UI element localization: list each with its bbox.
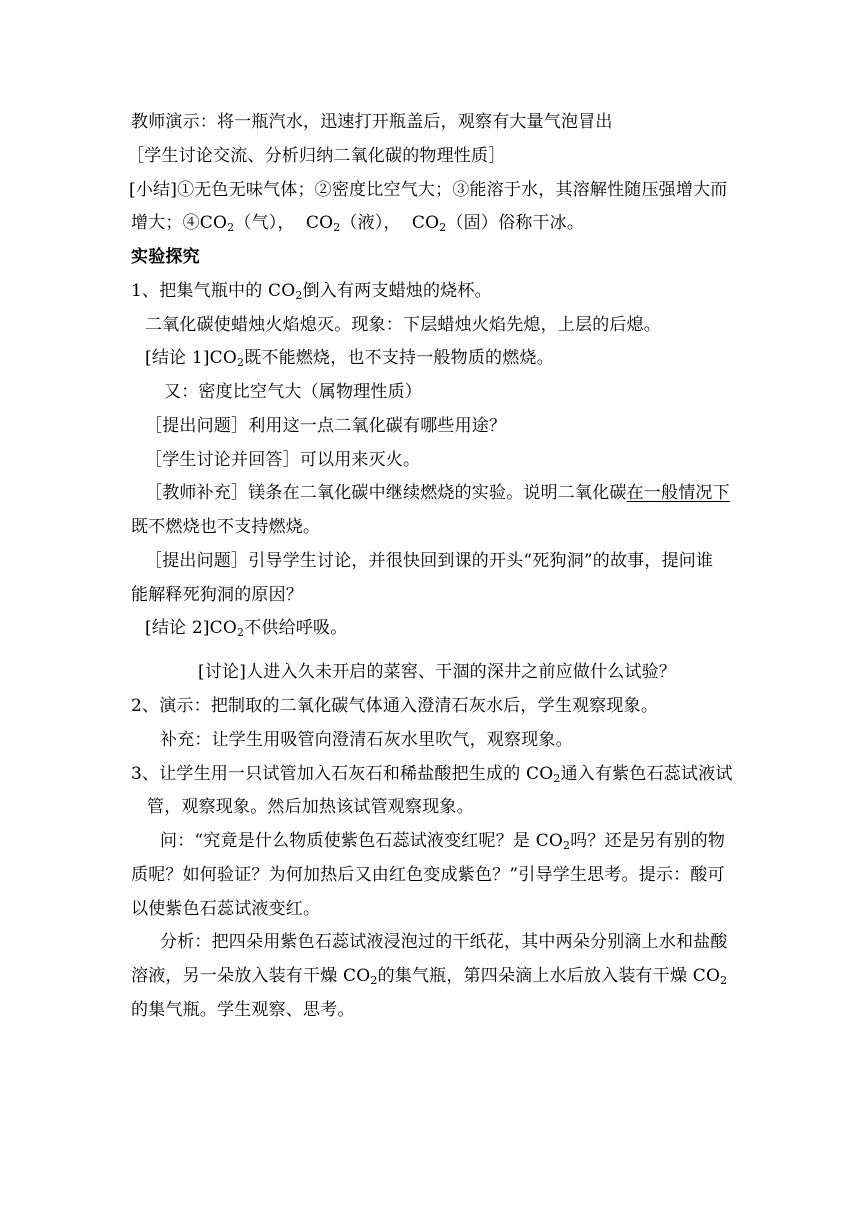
question-dead-dog-cave-2: 能解释死狗洞的原因？: [131, 585, 303, 605]
question-line-2: 质呢？如何验证？为何加热后又由红色变成紫色？”引导学生思考。提示：酸可: [131, 865, 725, 885]
summary-line-2: 增大；$④CO_2$（气）， $CO_2$（液）， $CO_2$（固）俗称干冰。: [131, 213, 585, 234]
experiment-3-line-1: 3、让学生用一只试管加入石灰石和稀盐酸把生成的 $CO_2$通入有紫色石蕊试液试: [131, 764, 733, 785]
conclusion-1: [结论 $1]CO_2$既不能燃烧，也不支持一般物质的燃烧。: [145, 348, 554, 369]
experiment-3-line-2: 管，观察现象。然后加热该试管观察现象。: [147, 797, 474, 817]
student-discussion-line: ［学生讨论交流、分析归纳二氧化碳的物理性质］: [127, 146, 506, 166]
question-line-3: 以使紫色石蕊试液变红。: [131, 899, 321, 919]
conclusion-2: [结论 $2]CO_2$不供给呼吸。: [145, 618, 348, 639]
discussion-question: [讨论]人进入久未开启的菜窖、干涸的深井之前应做什么试验？: [198, 662, 677, 682]
teacher-supplement-2: 既不燃烧也不支持燃烧。: [131, 517, 321, 537]
experiment-2-supplement: 补充：让学生用吸管向澄清石灰水里吹气，观察现象。: [160, 730, 573, 750]
question-line-1: 问：“究竟是什么物质使紫色石蕊试液变红呢？是 $CO_2$吗？还是另有别的物: [160, 831, 726, 852]
analysis-line-2: 溶液，另一朵放入装有干燥 $CO_2$的集气瓶，第四朵滴上水后放入装有干燥 $CO_2$: [131, 966, 728, 987]
experiment-1-title: 1、把集气瓶中的 $CO_2$倒入有两支蜡烛的烧杯。: [131, 281, 492, 302]
experiment-2-demo: 2、演示：把制取的二氧化碳气体通入澄清石灰水后，学生观察现象。: [131, 696, 659, 716]
teacher-supplement-1: ［教师补充］镁条在二氧化碳中继续燃烧的实验。说明二氧化碳在一般情况下: [145, 483, 730, 503]
teacher-demo-line: 教师演示：将一瓶汽水，迅速打开瓶盖后，观察有大量气泡冒出: [131, 112, 613, 132]
analysis-line-3: 的集气瓶。学生观察、思考。: [131, 1000, 355, 1020]
experiment-1-phenomenon: 二氧化碳使蜡烛火焰熄灭。现象：下层蜡烛火焰先熄，上层的后熄。: [145, 315, 661, 335]
question-uses: ［提出问题］利用这一点二氧化碳有哪些用途？: [145, 416, 507, 436]
student-answer: ［学生讨论并回答］可以用来灭火。: [145, 450, 421, 470]
question-dead-dog-cave-1: ［提出问题］引导学生讨论，并很快回到课的开头“死狗洞”的故事，提问谁: [145, 551, 714, 571]
summary-line-1: [小结]①无色无味气体；②密度比空气大；③能溶于水，其溶解性随压强增大而: [129, 180, 728, 200]
density-note: 又：密度比空气大（属物理性质）: [164, 382, 422, 402]
section-heading: 实验探究: [131, 247, 200, 267]
analysis-line-1: 分析：把四朵用紫色石蕊试液浸泡过的干纸花，其中两朵分别滴上水和盐酸: [160, 932, 728, 952]
